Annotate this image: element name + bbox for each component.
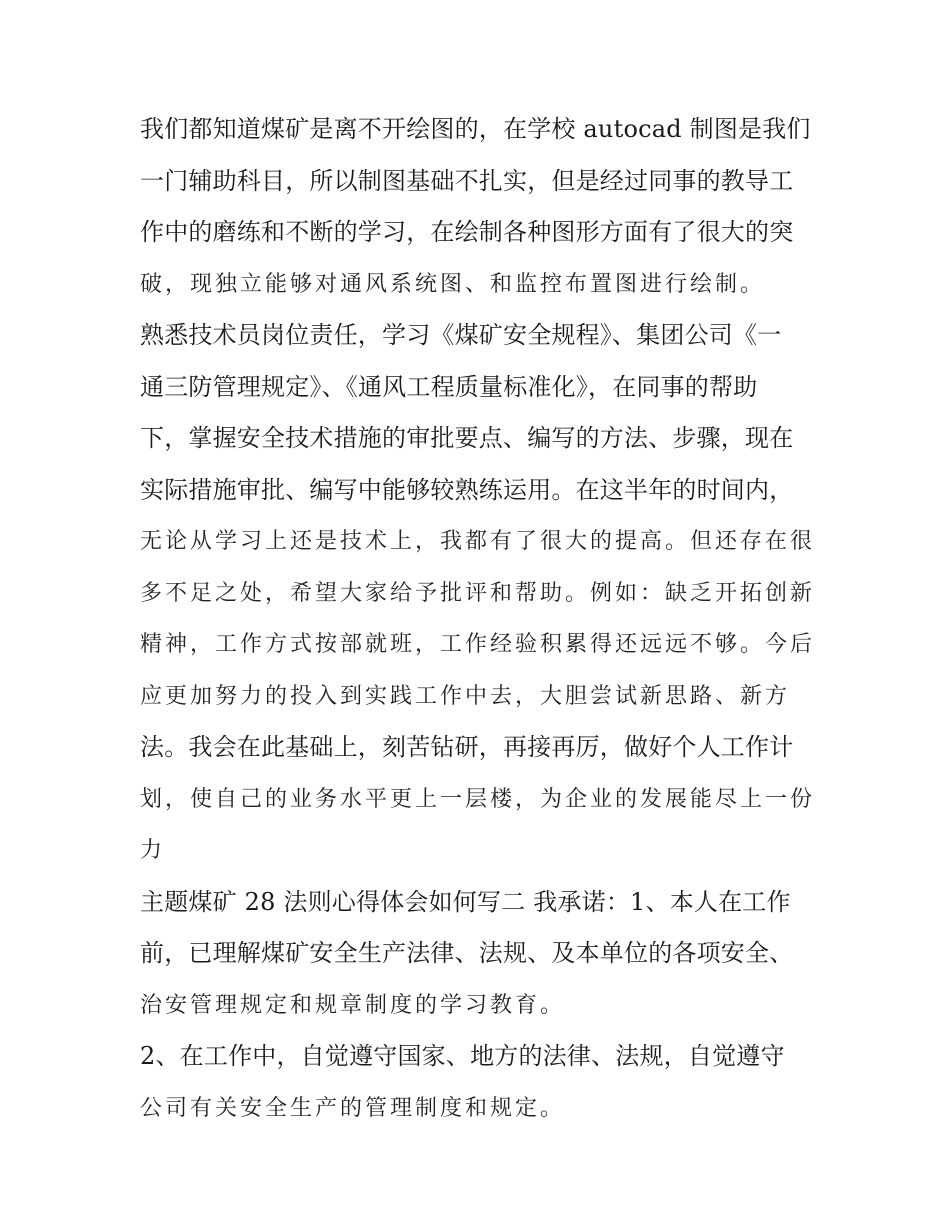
text-line: 精神，工作方式按部就班，工作经验积累得还远远不够。今后 <box>140 632 816 657</box>
text-line: 下，掌握安全技术措施的审批要点、编写的方法、步骤，现在 <box>140 424 794 452</box>
text-line: 通三防管理规定》、《通风工程质量标准化》，在同事的帮助 <box>140 372 758 401</box>
text-line: 我们都知道煤矿是离不开绘图的，在学校 autocad 制图是我们 <box>140 115 811 143</box>
text-line: 作中的磨练和不断的学习，在绘制各种图形方面有了很大的突 <box>140 218 794 246</box>
text-line: 主题煤矿 28 法则心得体会如何写二 我承诺：1、本人在工作 <box>140 887 791 916</box>
text-line: 力 <box>140 838 166 863</box>
text-line: 无论从学习上还是技术上，我都有了很大的提高。但还存在很 <box>140 529 816 554</box>
text-line: 公司有关安全生产的管理制度和规定。 <box>140 1095 566 1121</box>
text-line: 前，已理解煤矿安全生产法律、法规、及本单位的各项安全、 <box>140 939 794 967</box>
text-line: 应更加努力的投入到实践工作中去，大胆尝试新思路、新方 <box>140 683 791 709</box>
text-line: 法。我会在此基础上，刻苦钻研，再接再厉，做好个人工作计 <box>140 733 794 761</box>
body-text <box>140 104 820 1134</box>
text-line: 实际措施审批、编写中能够较熟练运用。在这半年的时间内， <box>140 475 794 504</box>
text-line: 破，现独立能够对通风系统图、和监控布置图进行绘制。 <box>140 271 766 297</box>
text-line: 划，使自己的业务水平更上一层楼，为企业的发展能尽上一份 <box>140 786 816 812</box>
text-line: 治安管理规定和规章制度的学习教育。 <box>140 992 566 1018</box>
text-line: 一门辅助科目，所以制图基础不扎实，但是经过同事的教导工 <box>140 166 794 195</box>
text-line: 多不足之处，希望大家给予批评和帮助。例如：缺乏开拓创新 <box>140 580 816 606</box>
text-line: 2、在工作中，自觉遵守国家、地方的法律、法规，自觉遵守 <box>140 1042 785 1070</box>
text-line: 熟悉技术员岗位责任，学习《煤矿安全规程》、集团公司《一 <box>140 321 782 349</box>
